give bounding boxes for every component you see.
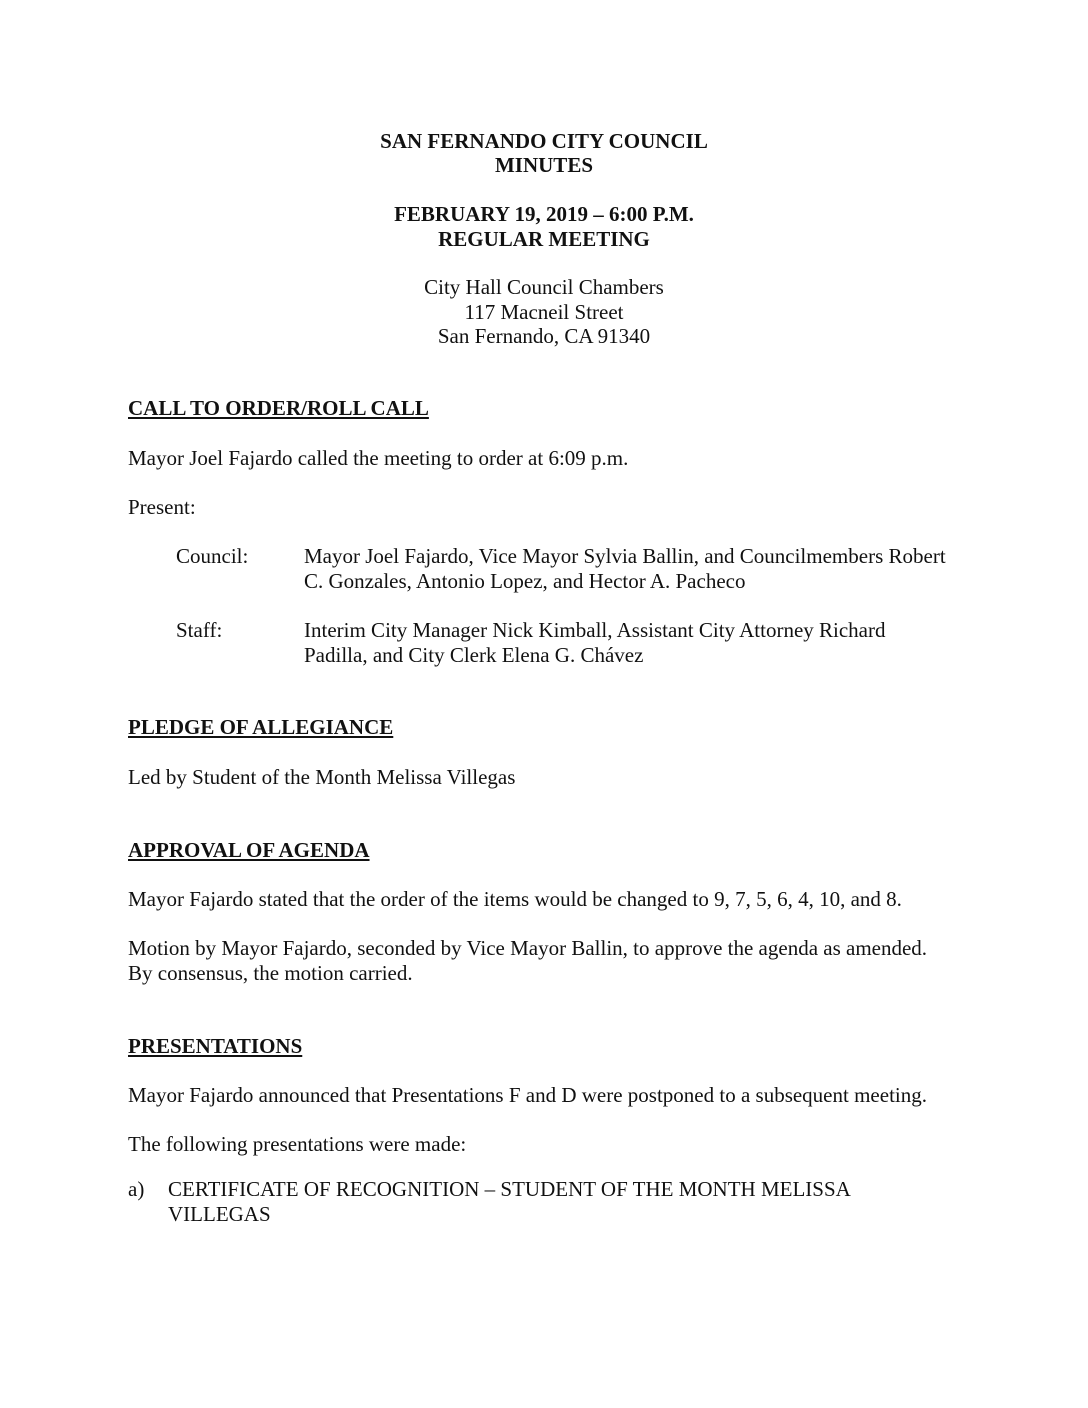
document-title: SAN FERNANDO CITY COUNCIL [380,129,708,153]
presentations-intro-text: The following presentations were made: [128,1132,467,1156]
staff-members [304,618,960,668]
presentations-postponed-text: Mayor Fajardo announced that Presentations F and D were postponed to a subsequent meeting. [128,1083,927,1107]
presentation-item-a-line2: VILLEGAS [168,1202,271,1226]
meeting-date: FEBRUARY 19, 2019 – 6:00 P.M. [394,202,694,226]
location-city: San Fernando, CA 91340 [437,324,651,348]
meeting-type: REGULAR MEETING [438,227,650,251]
council-label: Council: [176,544,249,568]
section-heading-presentations: PRESENTATIONS [128,1034,303,1058]
location-venue: City Hall Council Chambers [424,275,664,299]
location-street: 117 Macneil Street [464,300,624,324]
agenda-text: Mayor Fajardo stated that the order of the items would be changed to 9, 7, 5, 6, 4, 10, and 8. [128,887,902,911]
staff-label: Staff: [176,618,223,642]
council-members [304,544,960,594]
staff-members-line1: Interim City Manager Nick Kimball, Assistant City Attorney Richard [304,618,886,642]
section-heading-call-to-order: CALL TO ORDER/ROLL CALL [128,396,429,420]
council-members-line2: C. Gonzales, Antonio Lopez, and Hector A. Pacheco [304,569,746,593]
section-heading-pledge: PLEDGE OF ALLEGIANCE [128,715,394,739]
present-label: Present: [128,495,196,519]
presentation-item-a-line1: CERTIFICATE OF RECOGNITION – STUDENT OF THE MONTH MELISSA [168,1177,851,1201]
agenda-motion-line1: Motion by Mayor Fajardo, seconded by Vice Mayor Ballin, to approve the agenda as amended. [128,936,928,960]
council-members-line1: Mayor Joel Fajardo, Vice Mayor Sylvia Ballin, and Councilmembers Robert [304,544,946,568]
section-heading-agenda: APPROVAL OF AGENDA [128,838,370,862]
list-marker-a: a) [128,1177,145,1201]
presentation-item-a [168,1177,960,1227]
staff-members-line2: Padilla, and City Clerk Elena G. Chávez [304,643,644,667]
agenda-motion-line2: By consensus, the motion carried. [128,961,413,985]
document-subtitle: MINUTES [494,153,594,177]
pledge-text: Led by Student of the Month Melissa Villegas [128,765,516,789]
agenda-motion [128,936,960,986]
call-to-order-text: Mayor Joel Fajardo called the meeting to order at 6:09 p.m. [128,446,629,470]
